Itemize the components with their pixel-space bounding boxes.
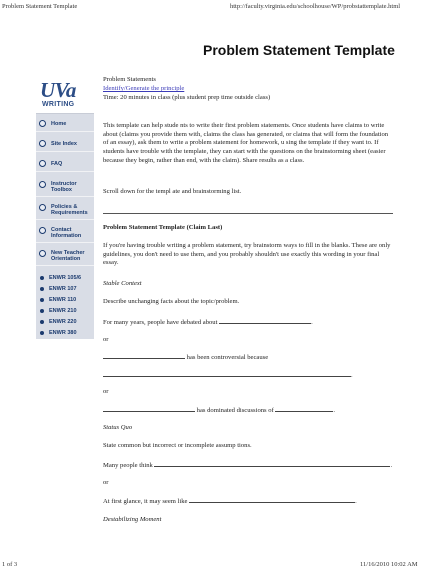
bullet-icon bbox=[40, 309, 44, 313]
status-quo-heading: Status Quo bbox=[103, 424, 133, 431]
uva-writing-logo[interactable] bbox=[36, 77, 94, 114]
intro-heading: Problem Statements bbox=[103, 76, 156, 83]
scroll-note: Scroll down for the templ ate and brainstorming list. bbox=[103, 188, 242, 195]
logo-writing-text: WRITING bbox=[42, 101, 75, 108]
intro-paragraph: This template can help stude nts to write their first problem statements. Once students have claims to write about (claims you provide them with, claims the class has generated, or claims that will form the foundation of an essay), ask them to write a problem statement for homework, u sing the template if they want to. If students have trouble with the template, they can start with the questions on the brainstorming sheet (easier because they begin, rather than end, with the claim). Share results as a class. bbox=[103, 122, 389, 164]
stable-line-2-cont: . bbox=[103, 370, 353, 381]
course-label: ENWR 105/6 bbox=[49, 275, 82, 281]
course-link-enwr-107[interactable] bbox=[36, 284, 94, 294]
circle-bullet-icon bbox=[39, 250, 46, 257]
stable-line-1: For many years, people have debated about . bbox=[103, 319, 313, 326]
nav-label: Instructor Toolbox bbox=[51, 181, 77, 193]
nav-item-new-teacher[interactable] bbox=[36, 247, 94, 266]
time-note: Time: 20 minutes in class (plus student prep time outside class) bbox=[103, 94, 271, 101]
blank-field[interactable] bbox=[103, 370, 351, 377]
blank-field[interactable] bbox=[219, 317, 311, 324]
status-line-2: At first glance, it may seem like . bbox=[103, 498, 357, 505]
nav-label: Policies & Requirements bbox=[51, 204, 88, 216]
status-line-2-text: At first glance, it may seem like bbox=[103, 498, 188, 505]
stable-or-1: or bbox=[103, 336, 109, 343]
course-label: ENWR 210 bbox=[49, 308, 77, 314]
nav-item-instructor-toolbox[interactable] bbox=[36, 178, 94, 197]
course-link-enwr-110[interactable] bbox=[36, 295, 94, 305]
circle-bullet-icon bbox=[39, 140, 46, 147]
circle-bullet-icon bbox=[39, 204, 46, 211]
nav-item-site-index[interactable] bbox=[36, 137, 94, 152]
bullet-icon bbox=[40, 287, 44, 291]
sidebar bbox=[36, 77, 94, 339]
page-title: Problem Statement Template bbox=[203, 42, 395, 58]
status-quo-desc: State common but incorrect or incomplete assump tions. bbox=[103, 442, 252, 449]
footer-page-number: 1 of 3 bbox=[2, 561, 18, 568]
circle-bullet-icon bbox=[39, 181, 46, 188]
nav-item-contact[interactable] bbox=[36, 224, 94, 243]
blank-field[interactable] bbox=[154, 460, 390, 467]
section-heading: Problem Statement Template (Claim Last) bbox=[103, 224, 223, 231]
divider bbox=[103, 213, 393, 214]
blank-field[interactable] bbox=[275, 405, 333, 412]
stable-line-2 bbox=[103, 352, 268, 363]
nav-item-policies[interactable] bbox=[36, 201, 94, 220]
course-link-enwr-105[interactable] bbox=[36, 273, 94, 283]
blank-field[interactable] bbox=[103, 352, 185, 359]
bullet-icon bbox=[40, 276, 44, 280]
nav-label: Site Index bbox=[51, 141, 77, 147]
course-label: ENWR 220 bbox=[49, 319, 77, 325]
course-link-enwr-210[interactable] bbox=[36, 306, 94, 316]
stable-or-2: or bbox=[103, 388, 109, 395]
nav-label: Contact Information bbox=[51, 227, 82, 239]
bullet-icon bbox=[40, 320, 44, 324]
nav-label: Home bbox=[51, 121, 67, 127]
course-link-enwr-380[interactable] bbox=[36, 328, 94, 338]
stable-line-1-text: For many years, people have debated about bbox=[103, 319, 218, 326]
principle-link[interactable]: Identify/Generate the principle bbox=[103, 85, 185, 92]
browser-header-title: Problem Statement Template bbox=[2, 3, 78, 10]
bullet-icon bbox=[40, 298, 44, 302]
nav-item-faq[interactable] bbox=[36, 157, 94, 172]
status-or: or bbox=[103, 479, 109, 486]
stable-line-3: has dominated discussions of . bbox=[103, 405, 335, 416]
stable-context-desc: Describe unchanging facts about the topic/problem. bbox=[103, 298, 240, 305]
nav-label: New Teacher Orientation bbox=[51, 250, 85, 262]
circle-bullet-icon bbox=[39, 227, 46, 234]
nav-label: FAQ bbox=[51, 161, 63, 167]
course-label: ENWR 107 bbox=[49, 286, 77, 292]
status-line-1: Many people think . bbox=[103, 462, 393, 469]
circle-bullet-icon bbox=[39, 120, 46, 127]
logo-uva-text: UVa bbox=[40, 78, 76, 102]
blank-field[interactable] bbox=[189, 496, 355, 503]
status-line-1-text: Many people think bbox=[103, 462, 153, 469]
browser-header-url: http://faculty.virginia.edu/schoolhouse/WP/probstattemplate.html bbox=[230, 3, 401, 10]
course-label: ENWR 380 bbox=[49, 330, 77, 336]
course-label: ENWR 110 bbox=[49, 297, 77, 303]
guidance-paragraph: If you're having trouble writing a problem statement, try brainstorm ways to fill in the blanks. These are only guidelines, you don't need to use them, and you probably shouldn't use exactly this wording in your final essay. bbox=[103, 242, 391, 267]
nav-item-home[interactable] bbox=[36, 117, 94, 132]
course-link-enwr-220[interactable] bbox=[36, 317, 94, 327]
stable-context-heading: Stable Context bbox=[103, 280, 142, 287]
blank-field[interactable] bbox=[103, 405, 195, 412]
footer-timestamp: 11/16/2010 10:02 AM bbox=[360, 561, 418, 568]
stable-line-2-text: has been controversial because bbox=[186, 354, 269, 361]
circle-bullet-icon bbox=[39, 160, 46, 167]
bullet-icon bbox=[40, 331, 44, 335]
stable-line-3-text: has dominated discussions of bbox=[196, 407, 274, 414]
destabilizing-moment-heading: Destabilizing Moment bbox=[103, 516, 162, 523]
